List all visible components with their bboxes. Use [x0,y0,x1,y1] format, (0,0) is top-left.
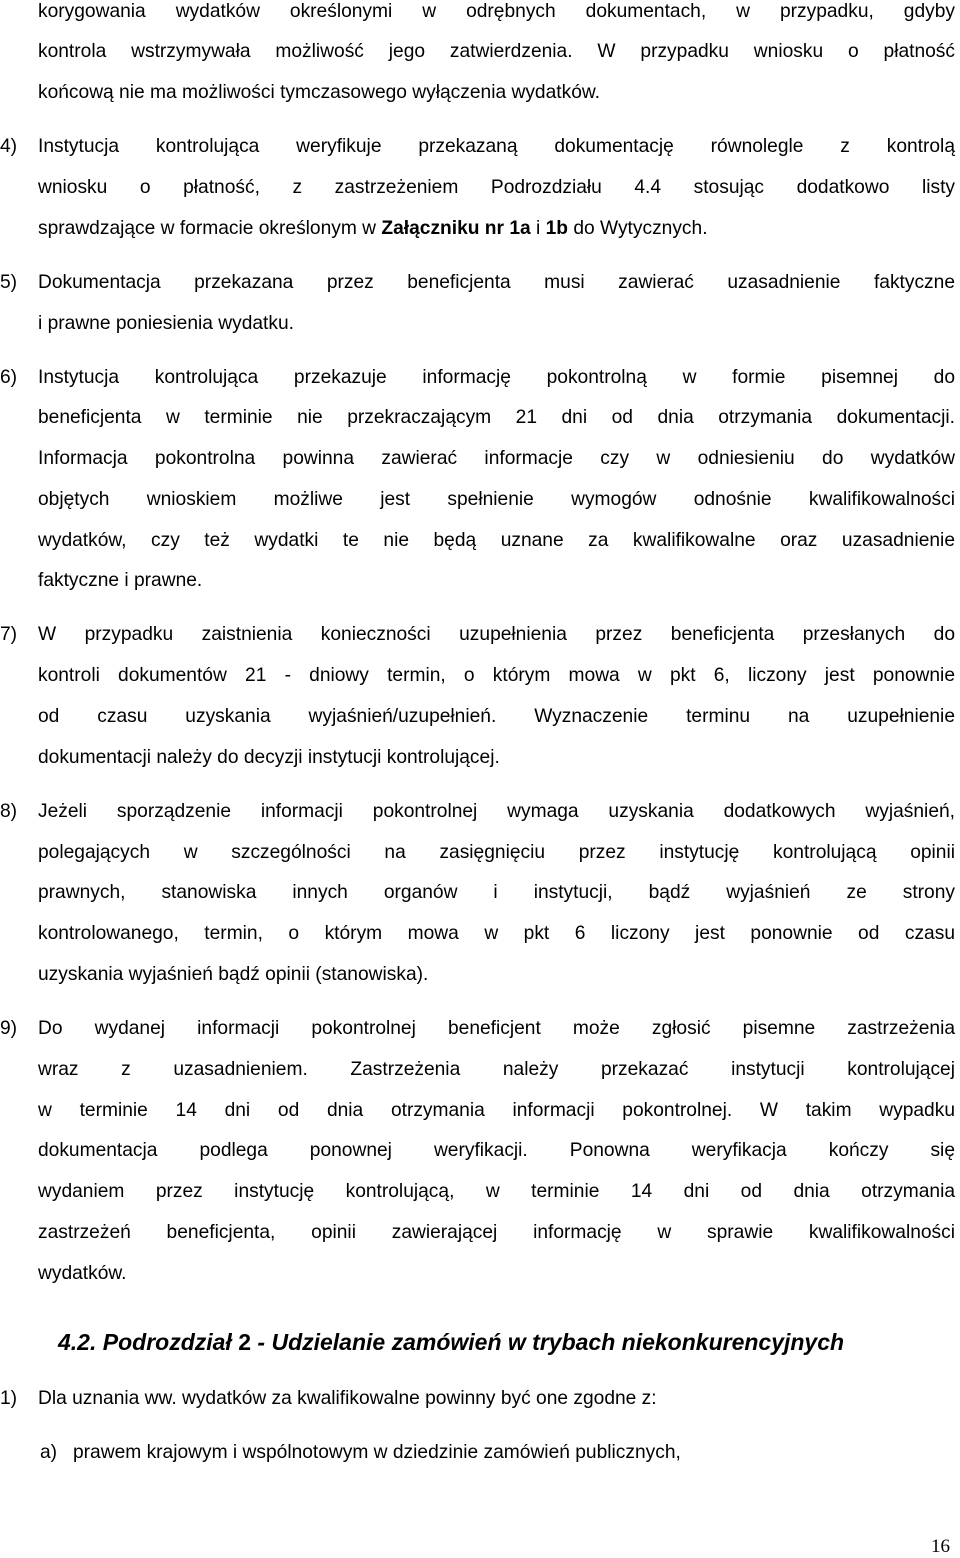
text-line: Jeżeli sporządzenie informacji pokontrolnej wymaga uzyskania dodatkowych wyjaśnień, [38,801,955,822]
section-number: 4.2. [58,1329,97,1355]
list-number: 5) [0,272,18,293]
section-title-number: 2 [238,1329,252,1355]
text-line: Informacja pokontrolna powinna zawierać informacje czy w odniesieniu do wydatków [38,448,955,469]
text-line: kontrola wstrzymywała możliwość jego zatwierdzenia. W przypadku wniosku o płatność [38,41,955,62]
annex-reference: 1b [545,218,569,239]
text-line: uzyskania wyjaśnień bądź opinii (stanowiska). [38,964,429,985]
text-line: wraz z uzasadnieniem. Zastrzeżenia należy przekazać instytucji kontrolującej [38,1059,955,1080]
text-line: Instytucja kontrolująca przekazuje informację pokontrolną w formie pisemnej do [38,367,955,388]
list-item: Dla uznania ww. wydatków za kwalifikowalne powinny być one zgodne z: [38,1388,657,1409]
text-line: Do wydanej informacji pokontrolnej beneficjent może zgłosić pisemne zastrzeżenia [38,1018,955,1039]
text-line: Instytucja kontrolująca weryfikuje przekazaną dokumentację równolegle z kontrolą [38,136,955,157]
list-number: 7) [0,624,18,645]
list-number: 4) [0,136,18,157]
section-title-part: Podrozdział [102,1329,232,1355]
section-heading [58,1327,844,1357]
list-number: 1) [0,1388,18,1409]
text-line [38,217,955,241]
text-line: prawnych, stanowiska innych organów i instytucji, bądź wyjaśnień ze strony [38,882,955,903]
text-line: beneficjenta w terminie nie przekraczającym 21 dni od dnia otrzymania dokumentacji. [38,407,955,428]
list-number: 6) [0,367,18,388]
page-number: 16 [931,1536,950,1557]
text-line: w terminie 14 dni od dnia otrzymania informacji pokontrolnej. W takim wypadku [38,1100,955,1121]
text-run: i [530,218,546,239]
annex-reference: Załączniku nr 1a [381,218,531,239]
text-line: wniosku o płatność, z zastrzeżeniem Podrozdziału 4.4 stosując dodatkowo listy [38,177,955,198]
text-run: sprawdzające w formacie określonym w [38,218,382,239]
section-title-part: - Udzielanie zamówień w trybach niekonkurencyjnych [257,1329,845,1355]
list-item: prawem krajowym i wspólnotowym w dziedzinie zamówień publicznych, [73,1442,681,1463]
list-number: 9) [0,1018,18,1039]
text-line: i prawne poniesienia wydatku. [38,313,294,334]
text-line: kontrolowanego, termin, o którym mowa w pkt 6 liczony jest ponownie od czasu [38,923,955,944]
text-line: wydaniem przez instytucję kontrolującą, w terminie 14 dni od dnia otrzymania [38,1181,955,1202]
text-line: wydatków, czy też wydatki te nie będą uznane za kwalifikowalne oraz uzasadnienie [38,530,955,551]
text-line: korygowania wydatków określonymi w odrębnych dokumentach, w przypadku, gdyby [38,1,955,22]
text-line: Dokumentacja przekazana przez beneficjenta musi zawierać uzasadnienie faktyczne [38,272,955,293]
text-line: kontroli dokumentów 21 - dniowy termin, o którym mowa w pkt 6, liczony jest ponownie [38,665,955,686]
text-line: dokumentacja podlega ponownej weryfikacji. Ponowna weryfikacja kończy się [38,1140,955,1161]
text-line: dokumentacji należy do decyzji instytucji kontrolującej. [38,747,500,768]
list-letter: a) [40,1442,58,1463]
text-line: końcową nie ma możliwości tymczasowego wyłączenia wydatków. [38,82,600,103]
text-line: wydatków. [38,1263,127,1284]
text-line: faktyczne i prawne. [38,570,203,591]
text-line: W przypadku zaistnienia konieczności uzupełnienia przez beneficjenta przesłanych do [38,624,955,645]
list-number: 8) [0,801,18,822]
text-line: od czasu uzyskania wyjaśnień/uzupełnień. Wyznaczenie terminu na uzupełnienie [38,706,955,727]
text-run: do Wytycznych. [568,218,708,239]
text-line: polegających w szczególności na zasięgnięciu przez instytucję kontrolującą opinii [38,842,955,863]
text-line: objętych wnioskiem możliwe jest spełnienie wymogów odnośnie kwalifikowalności [38,489,955,510]
text-line: zastrzeżeń beneficjenta, opinii zawierającej informację w sprawie kwalifikowalności [38,1222,955,1243]
